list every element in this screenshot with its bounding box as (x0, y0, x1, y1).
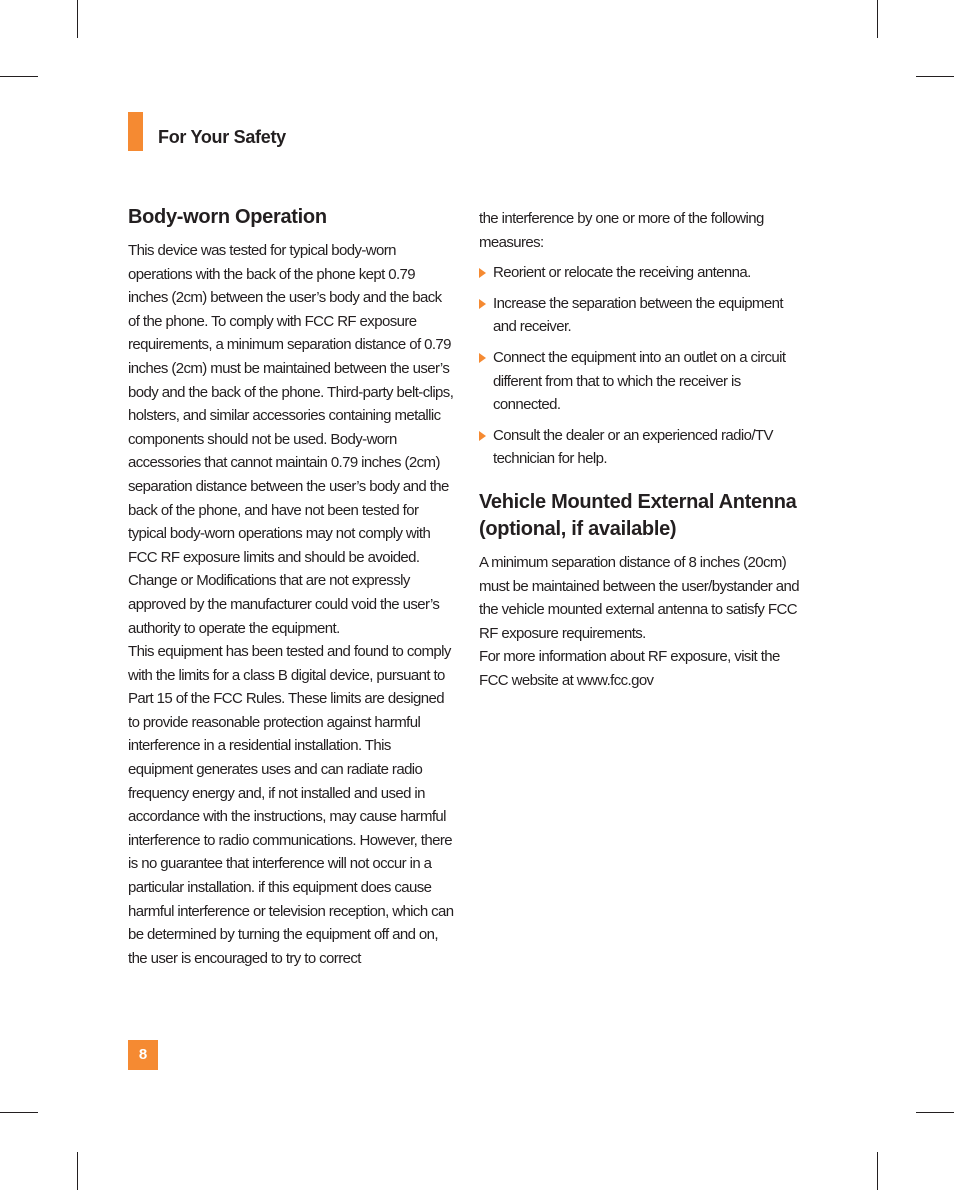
triangle-right-icon (479, 431, 486, 441)
list-item (479, 424, 807, 471)
triangle-right-icon (479, 353, 486, 363)
list-item (479, 346, 807, 417)
vehicle-antenna-paragraph: A minimum separation distance of 8 inches (20cm) must be maintained between the user/bystander and the vehicle mounted external antenna to satisfy FCC RF exposure requirements. (479, 553, 799, 642)
triangle-right-icon (479, 268, 486, 278)
crop-mark-bottom-left-h (0, 1112, 38, 1113)
measures-list (479, 261, 807, 471)
list-item-text: Increase the separation between the equipment and receiver. (493, 294, 783, 336)
crop-mark-bottom-left (77, 1152, 78, 1190)
vehicle-antenna-heading: Vehicle Mounted External Antenna (optional, if available) (479, 490, 797, 540)
crop-mark-bottom-right (877, 1152, 878, 1190)
list-item (479, 261, 807, 285)
list-item (479, 292, 807, 339)
fcc-compliance-paragraph: This equipment has been tested and found to comply with the limits for a class B digital device, pursuant to Part 15 of the FCC Rules. These limits are designed to provide reasonable protection against harmful interference in a residential installation. This equipment generates uses and can radiate radio frequency energy and, if not installed and used in accordance with the instructions, may cause harmful interference to radio communications. However, there is no guarantee that interference will not occur in a particular installation. if this equipment does cause harmful interference or television reception, which can be determined by turning the equipment off and on, the user is encouraged to try to correct (128, 643, 454, 967)
list-item-text: Connect the equipment into an outlet on a circuit different from that to which the receiver is connected. (493, 348, 786, 414)
crop-mark-bottom-right-h (916, 1112, 954, 1113)
crop-mark-top-left (77, 0, 78, 38)
crop-mark-top-left-h (0, 76, 38, 77)
list-item-text: Consult the dealer or an experienced radio/TV technician for help. (493, 426, 773, 468)
crop-mark-top-right (877, 0, 878, 38)
section-accent-bar (128, 112, 143, 151)
modifications-paragraph: Change or Modifications that are not expressly approved by the manufacturer could void the user’s authority to operate the equipment. (128, 572, 440, 637)
right-column (479, 207, 807, 693)
body-worn-heading: Body-worn Operation (128, 206, 327, 228)
left-column (128, 204, 456, 970)
section-title: For Your Safety (158, 127, 286, 147)
page-number: 8 (128, 1040, 158, 1070)
triangle-right-icon (479, 299, 486, 309)
list-item-text: Reorient or relocate the receiving antenna. (493, 264, 751, 282)
rf-info-paragraph: For more information about RF exposure, visit the FCC website at www.fcc.gov (479, 648, 780, 689)
crop-mark-top-right-h (916, 76, 954, 77)
continuation-paragraph: the interference by one or more of the following measures: (479, 210, 764, 251)
body-worn-paragraph: This device was tested for typical body-worn operations with the back of the phone kept 0.79 inches (2cm) between the user’s body and the back of the phone. To comply with FCC RF exposure requirements, a minimum separation distance of 0.79 inches (2cm) must be maintained between the user’s body and the back of the phone. Third-party belt-clips, holsters, and similar accessories containing metallic components should not be used. Body-worn accessories that cannot maintain 0.79 inches (2cm) separation distance between the user’s body and the back of the phone, and have not been tested for typical body-worn operations may not comply with FCC RF exposure limits and should be avoided. (128, 242, 454, 566)
